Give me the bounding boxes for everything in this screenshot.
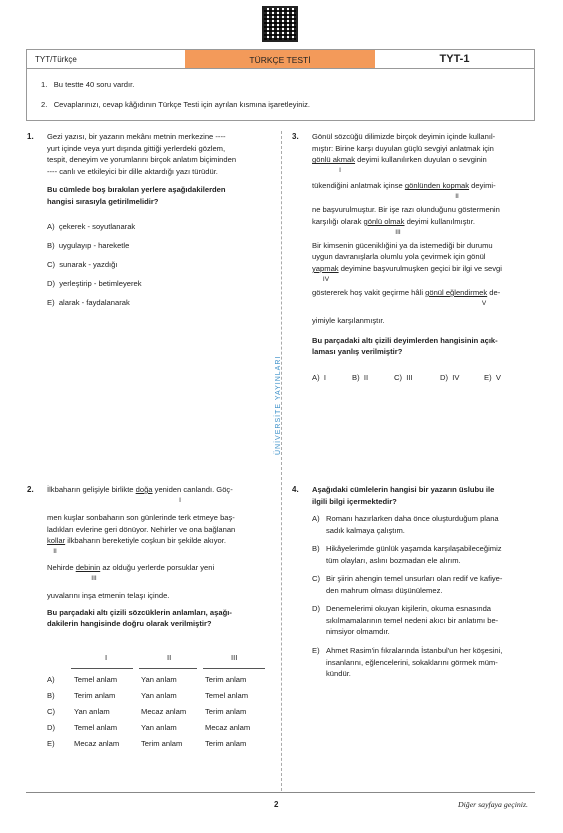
question-number: 1. — [27, 132, 34, 141]
question-number: 3. — [292, 132, 299, 141]
option-d[interactable]: D) Denemelerimi okuyan kişilerin, okuma esnasında sıkılmamalarının temel nedeni akıcı bir anlatımı be- nimsiyor olmamdır. — [312, 604, 499, 637]
instruction-1: 1. Bu testte 40 soru vardır. — [41, 80, 135, 89]
table-row[interactable]: E) Mecaz anlam Terim anlam Terim anlam — [47, 739, 247, 748]
q1-prompt: Bu cümlede boş bırakılan yerlere aşağıdakilerden — [47, 185, 226, 195]
q1-options — [47, 222, 267, 317]
option-b[interactable]: B) Hikâyelerimde günlük yaşamda karşılaşabileceğimiz tüm olayları, aslını bozmadan ele alırım. — [312, 544, 502, 565]
next-page-note: Diğer sayfaya geçiniz. — [458, 800, 528, 809]
option-b[interactable]: B) II — [352, 373, 369, 382]
option-c[interactable]: C) Bir şiirin ahengin temel unsurları olan redif ve kafiye- den mahrum olması düşünülemez. — [312, 574, 503, 595]
table-row[interactable]: D) Temel anlam Yan anlam Mecaz anlam — [47, 723, 251, 732]
q3-prompt: laması yanlış verilmiştir? — [312, 347, 403, 357]
instructions-box — [26, 69, 535, 121]
idiom-1: gönlü akmak — [312, 155, 356, 165]
table-row[interactable]: B) Terim anlam Yan anlam Temel anlam — [47, 691, 249, 700]
option-d[interactable]: D) yerleştirip - betimleyerek — [47, 279, 142, 288]
option-a[interactable]: A) Romanı hazırlarken daha önce oluşturduğum plana sadık kalmaya çalıştım. — [312, 514, 499, 535]
q1-line: ---- canlı ve etkileyici bir dille aktardığı yazı türüdür. — [47, 166, 218, 176]
table-row[interactable]: C) Yan anlam Mecaz anlam Terim anlam — [47, 707, 247, 716]
col-header: I — [105, 653, 108, 662]
idiom-4: yapmak — [312, 263, 339, 273]
option-d[interactable]: D) IV — [440, 373, 460, 382]
question-number: 4. — [292, 485, 299, 494]
header-right: TYT-1 — [439, 53, 470, 65]
q1-line: yurt içinde veya yurt dışında gittiği yerlerdeki gözlem, — [47, 143, 226, 153]
q4-prompt: ilgili bilgi içermektedir? — [312, 496, 397, 506]
option-e[interactable]: E) Ahmet Rasim'in fıkralarında İstanbul'un her köşesini, insanlarını, eğlencelerini, sokaklarını görmek müm- kündür. — [312, 646, 503, 679]
q2-answer-table — [47, 653, 272, 755]
q2-prompt: dakilerin hangisinde doğru olarak verilmiştir? — [47, 619, 212, 629]
column-divider — [281, 131, 282, 791]
option-b[interactable]: B) uygulayıp - hareketle — [47, 241, 130, 250]
table-row[interactable]: A) Temel anlam Yan anlam Terim anlam — [47, 675, 247, 684]
option-e[interactable]: E) alarak - faydalanarak — [47, 298, 130, 307]
q3-options — [312, 373, 532, 385]
underlined-word-2: kollar — [47, 536, 66, 546]
page-number: 2 — [274, 800, 279, 809]
option-a[interactable]: A) I — [312, 373, 326, 382]
underlined-word-3: debinin — [75, 563, 101, 573]
q4-prompt: Aşağıdaki cümlelerin hangisi bir yazarın üslubu ile — [312, 485, 495, 494]
idiom-2: gönlünden kopmak — [404, 181, 470, 191]
q1-line: tespit, deneyim ve yorumlarını birçok anlatım biçiminden — [47, 155, 237, 165]
header-title: TÜRKÇE TESTİ — [185, 50, 375, 68]
q1-prompt: hangisi sırasıyla getirilmelidir? — [47, 196, 159, 206]
col-header: III — [231, 653, 238, 662]
option-c[interactable]: C) sunarak - yazdığı — [47, 260, 118, 269]
header-left: TYT/Türkçe — [35, 55, 77, 64]
idiom-5: gönül eğlendirmek — [425, 287, 488, 297]
question-number: 2. — [27, 485, 34, 494]
q1-line: Gezi yazısı, bir yazarın mekânı metnin merkezine ---- — [47, 132, 226, 141]
brand-watermark: ÜNİVERSİTE YAYINLARI — [275, 355, 282, 455]
option-e[interactable]: E) V — [484, 373, 501, 382]
q2-prompt: Bu parçadaki altı çizili sözcüklerin anlamları, aşağı- — [47, 607, 232, 617]
underlined-word-1: doğa — [135, 485, 153, 494]
option-a[interactable]: A) çekerek - soyutlanarak — [47, 222, 136, 231]
footer-rule — [26, 792, 535, 793]
option-c[interactable]: C) III — [394, 373, 413, 382]
page-header — [26, 49, 535, 69]
idiom-3: gönlü olmak — [363, 216, 405, 226]
q3-prompt: Bu parçadaki altı çizili deyimlerden hangisinin açık- — [312, 335, 498, 345]
qr-code — [262, 6, 298, 42]
instruction-2: 2. Cevaplarınızı, cevap kâğıdının Türkçe Testi için ayrılan kısmına işaretleyiniz. — [41, 100, 311, 109]
q4-options — [312, 513, 536, 685]
col-header: II — [167, 653, 172, 662]
